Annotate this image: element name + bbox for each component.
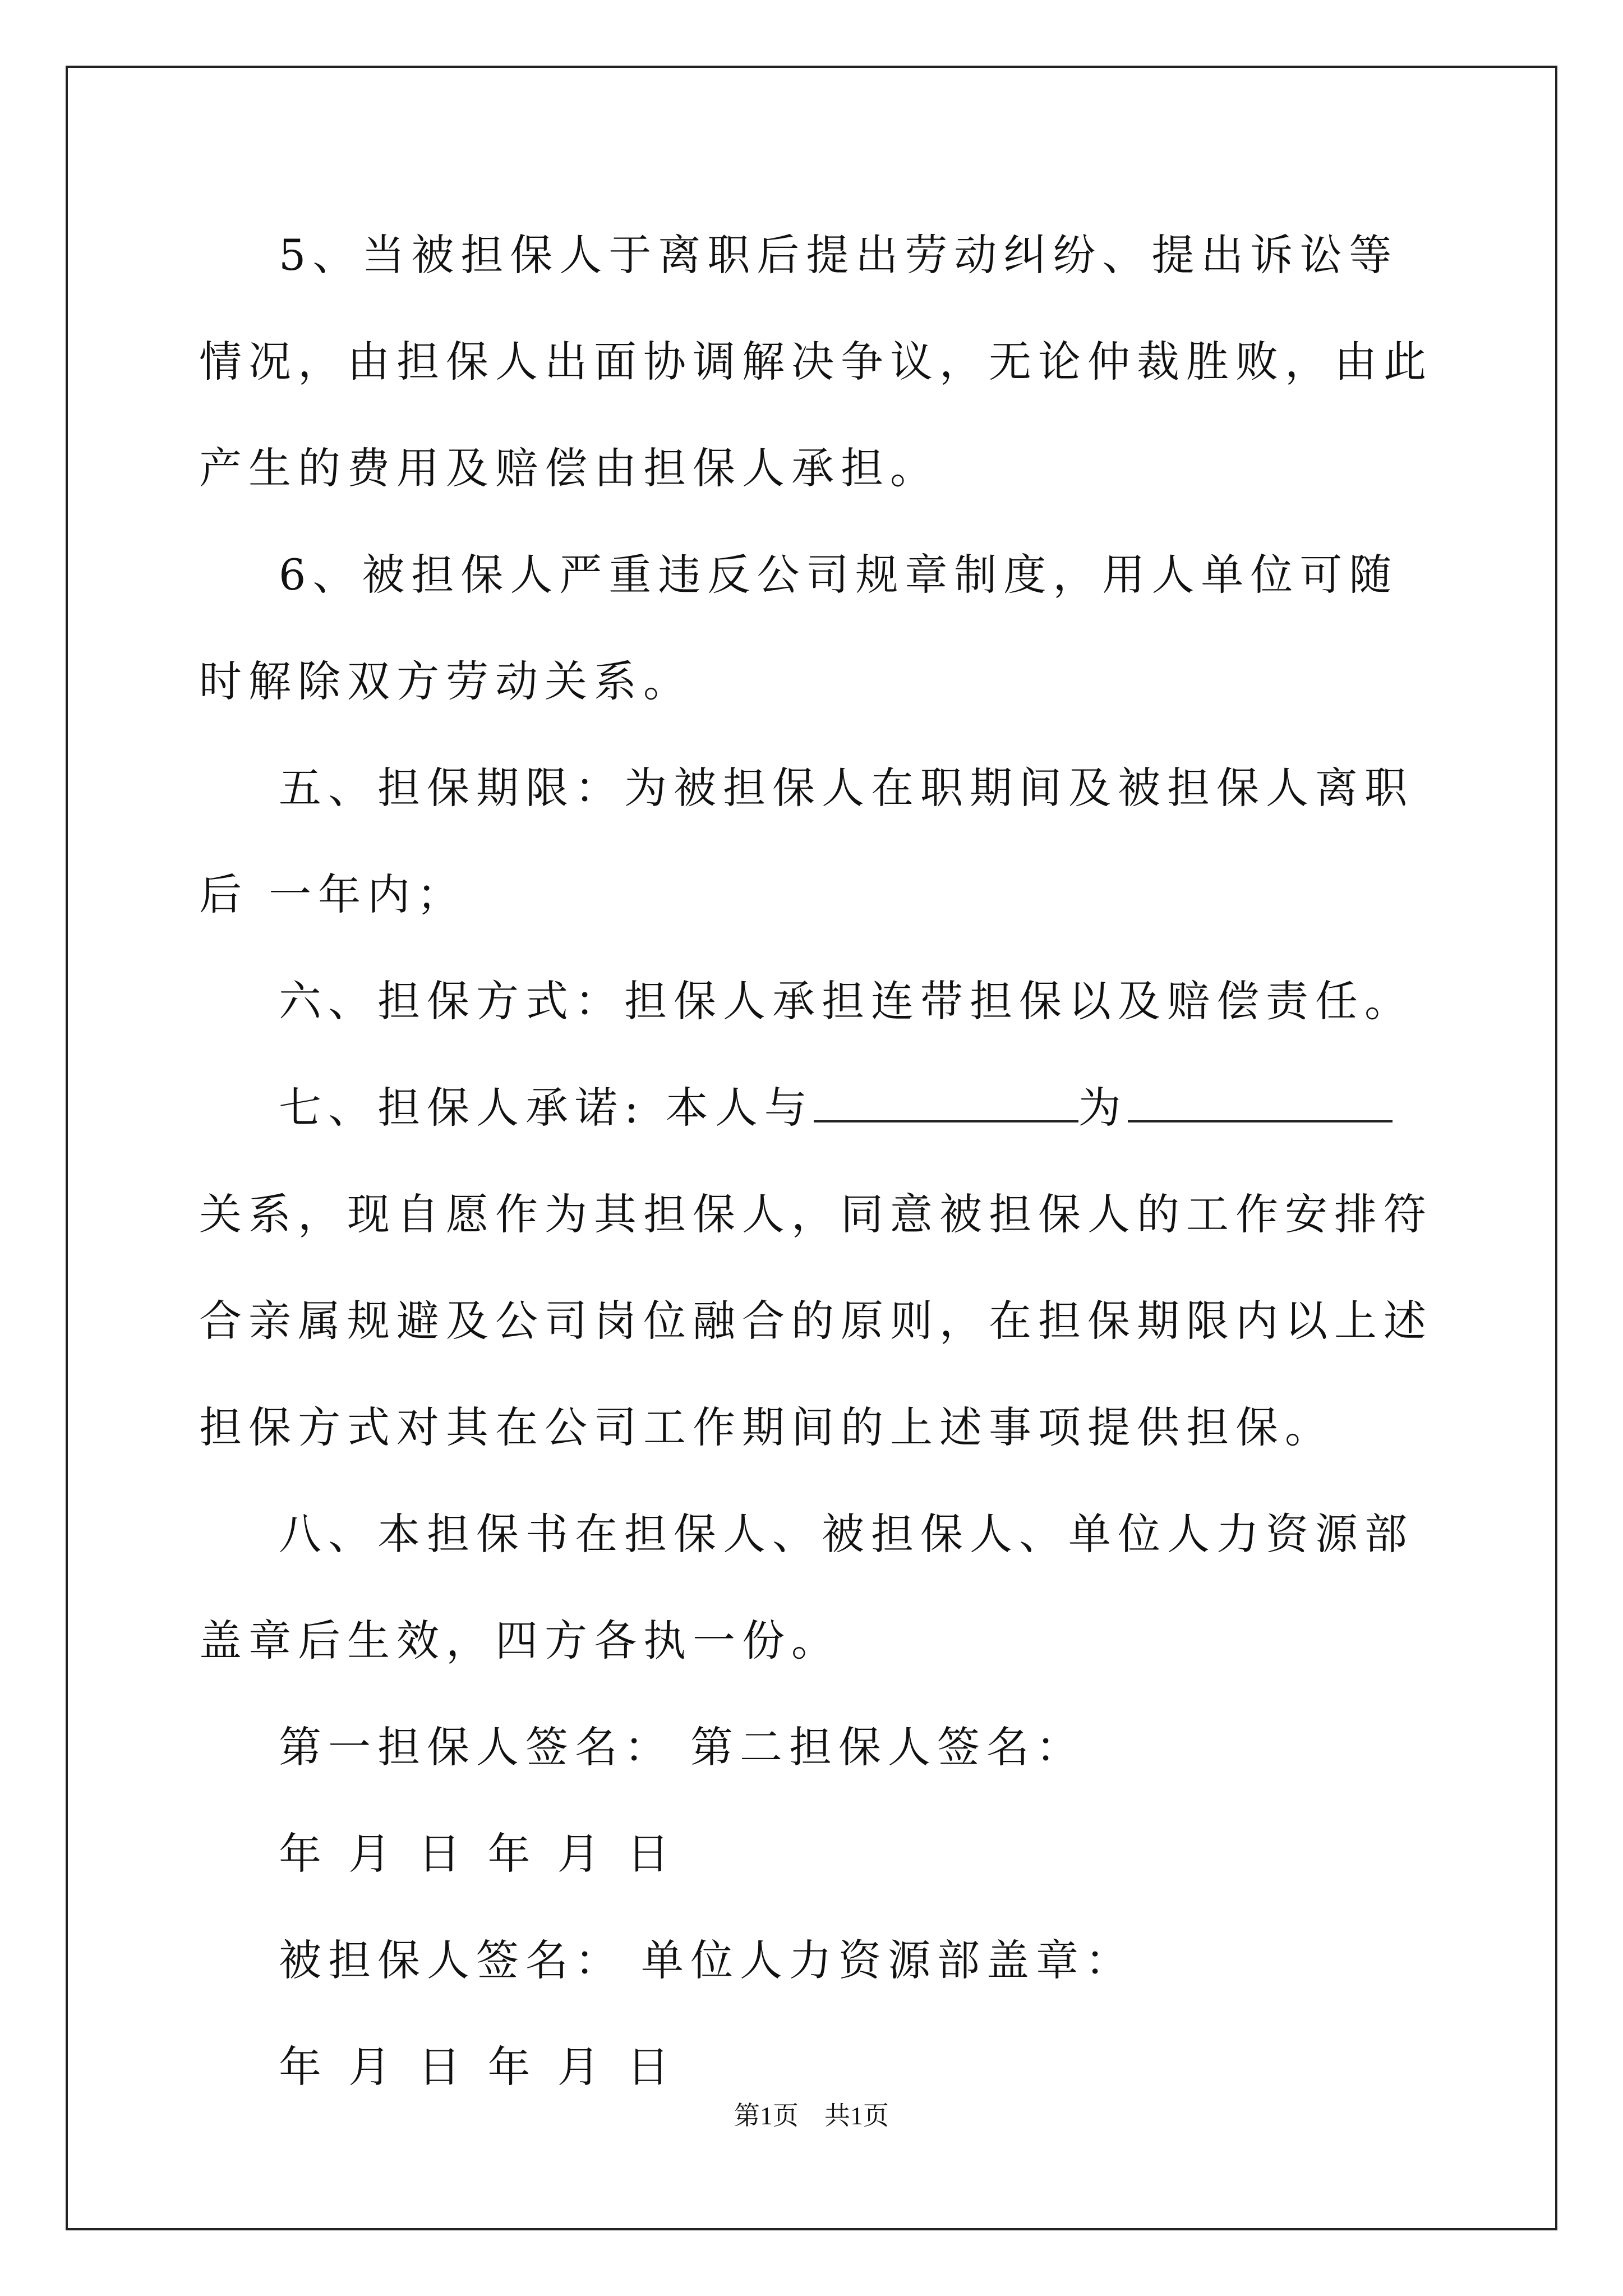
clause-5: 5、当被担保人于离职后提出劳动纠纷、提出诉讼等情况，由担保人出面协调解决争议，无论仲裁胜败，由此产生的费用及赔偿由担保人承担。 xyxy=(199,230,1433,493)
signature-line-guaranteed xyxy=(199,1907,1433,2014)
clause-6: 6、被担保人严重违反公司规章制度，用人单位可随时解除双方劳动关系。 xyxy=(199,550,1399,706)
promise-text-c: 关系，现自愿作为其担保人，同意被担保人的工作安排符合亲属规避及公司岗位融合的原则，在担保期限内以上述担保方式对其在公司工作期间的上述事项提供担保。 xyxy=(199,1189,1433,1452)
guarantee-term: 五、担保期限：为被担保人在职期间及被担保人离职后 一年内； xyxy=(199,763,1414,919)
signature-line-guarantors xyxy=(199,1694,1433,1801)
relation-name-blank[interactable] xyxy=(814,1087,1078,1122)
first-guarantor-signature-label: 第一担保人签名： xyxy=(279,1722,674,1772)
date-line-2: 年 月 日 年 月 日 xyxy=(279,2042,676,2092)
second-guarantor-signature-label: 第二担保人签名： xyxy=(690,1722,1085,1772)
promise-text-b: 为 xyxy=(1078,1083,1128,1133)
effective-clause: 八、本担保书在担保人、被担保人、单位人力资源部盖章后生效，四方各执一份。 xyxy=(199,1509,1414,1665)
page-number-footer: 第1页 共1页 xyxy=(734,2101,889,2130)
hr-stamp-label: 单位人力资源部盖章： xyxy=(641,1935,1135,1985)
promise-text-a: 七、担保人承诺: 本人与 xyxy=(279,1083,814,1133)
guarantor-promise xyxy=(199,1055,1433,1481)
date-line-1: 年 月 日 年 月 日 xyxy=(279,1829,676,1879)
guaranteed-person-signature-label: 被担保人签名： xyxy=(279,1935,624,1985)
guarantee-method: 六、担保方式：担保人承担连带担保以及赔偿责任。 xyxy=(279,976,1414,1026)
document-body xyxy=(199,202,1433,2120)
relation-type-blank[interactable] xyxy=(1128,1087,1393,1122)
